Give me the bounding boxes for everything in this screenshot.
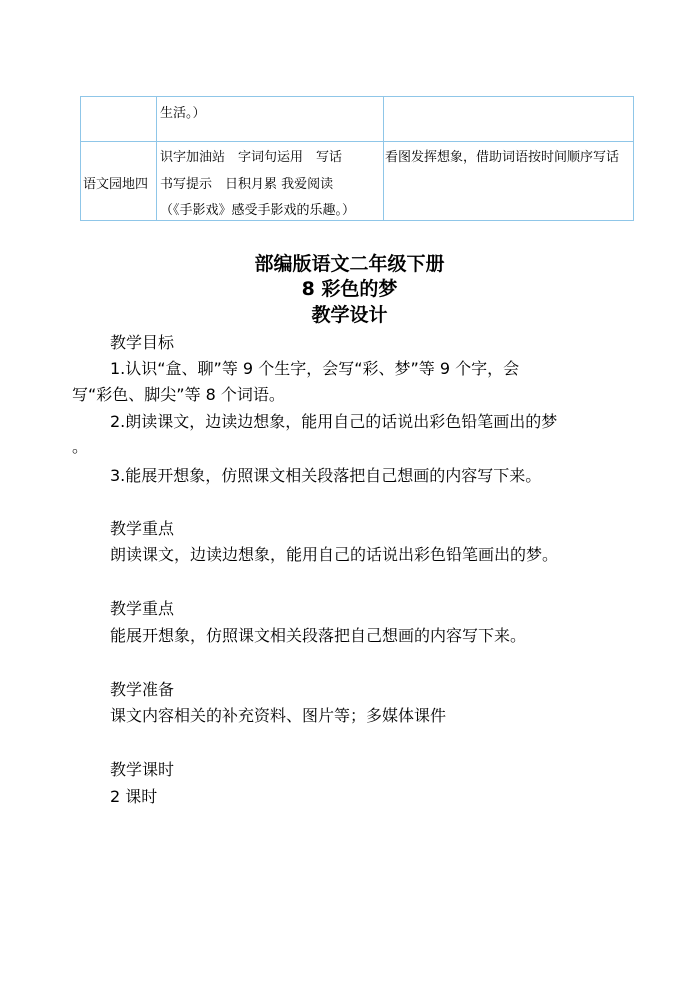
section-heading-hours: 教学课时	[110, 760, 175, 779]
preparation-text: 课文内容相关的补充资料、图片等；多媒体课件	[110, 706, 447, 725]
table-cell-row2-col2-line: 识字加油站 字词句运用 写话	[160, 150, 343, 165]
document-title: 部编版语文二年级下册	[254, 253, 445, 275]
hours-text: 2 课时	[110, 787, 158, 806]
table-cell-row1-col2: 生活。）	[160, 106, 206, 121]
table-divider	[156, 97, 157, 220]
key-points-text: 朗读课文，边读边想象，能用自己的话说出彩色铅笔画出的梦。	[110, 545, 559, 564]
section-heading-preparation: 教学准备	[110, 680, 175, 699]
goal-1-line-2: 写“彩色、脚尖”等 8 个词语。	[72, 385, 285, 404]
section-heading-goals: 教学目标	[110, 333, 175, 352]
goal-2-line-1: 2.朗读课文，边读边想象，能用自己的话说出彩色铅笔画出的梦	[110, 412, 558, 431]
section-heading-difficulties: 教学重点	[110, 599, 175, 618]
table-divider	[383, 97, 384, 220]
goal-1-line-1: 1.认识“盒、聊”等 9 个生字，会写“彩、梦”等 9 个字，会	[110, 359, 520, 378]
table-cell-row2-col2-line: （《手影戏》感受手影戏的乐趣。）	[160, 203, 356, 218]
document-subtitle: 教学设计	[311, 304, 388, 326]
difficulties-text: 能展开想象，仿照课文相关段落把自己想画的内容写下来。	[110, 626, 527, 645]
table-cell-row2-col2-line: 书写提示 日积月累 我爱阅读	[160, 177, 334, 192]
lesson-title: 8 彩色的梦	[301, 278, 398, 300]
goal-2-line-2: 。	[72, 437, 89, 456]
goal-3: 3.能展开想象，仿照课文相关段落把自己想画的内容写下来。	[110, 466, 542, 485]
table-cell-row2-col3: 看图发挥想象，借助词语按时间顺序写话	[385, 150, 620, 165]
curriculum-table	[80, 96, 634, 221]
section-heading-key-points: 教学重点	[110, 519, 175, 538]
table-divider	[81, 141, 633, 142]
table-cell-row2-col1: 语文园地四	[83, 177, 149, 192]
